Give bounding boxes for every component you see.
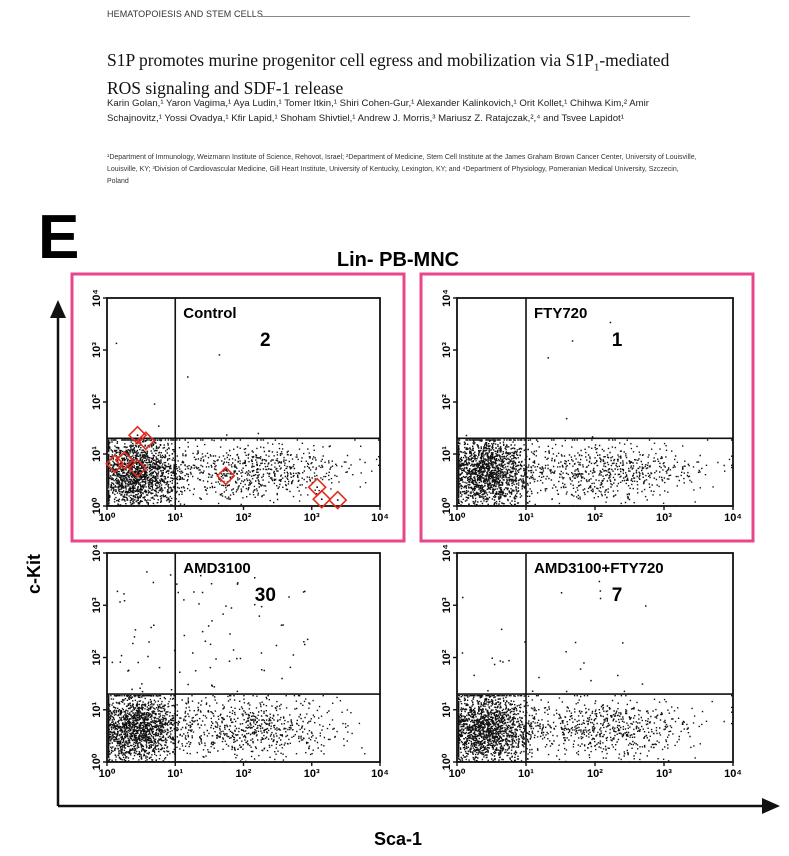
highlighted-event-dot — [137, 434, 139, 436]
y-tick-label: 10⁴ — [441, 289, 453, 307]
title-subscript: 1 — [593, 61, 600, 74]
x-tick-label: 10³ — [656, 512, 672, 524]
y-tick-label: 10² — [91, 649, 103, 666]
y-axis-arrow — [50, 300, 66, 318]
x-tick-label: 10³ — [303, 512, 320, 524]
x-tick-label: 10¹ — [167, 768, 184, 780]
panel-label: Control — [183, 305, 237, 322]
x-tick-label: 10¹ — [167, 512, 184, 524]
y-tick-label: 10² — [441, 394, 453, 410]
y-tick-label: 10¹ — [91, 701, 103, 718]
flow-plot-control — [91, 289, 389, 524]
y-tick-label: 10⁰ — [91, 497, 103, 515]
panel-label: AMD3100+FTY720 — [534, 560, 664, 577]
y-tick-label: 10⁴ — [91, 289, 103, 307]
x-tick-label: 10² — [587, 512, 603, 524]
event-dots — [108, 571, 366, 762]
x-tick-label: 10⁴ — [724, 512, 742, 524]
highlighted-event-dot — [124, 460, 126, 462]
x-tick-label: 10¹ — [518, 512, 534, 524]
x-tick-label: 10² — [235, 512, 252, 524]
y-axis-label: c-Kit — [24, 554, 44, 594]
y-tick-label: 10⁰ — [91, 753, 103, 771]
affiliations: ¹Department of Immunology, Weizmann Institute of Science, Rehovot, Israel; ²Department of Medicine, Stem Cell Institute at the James Graham Brown Cancer Center, University of Louisville, Louisville, KY; ³Division of Cardiovascular Medicine, Gill Heart Institute, University of Kentucky, Lexington, KY; and ⁴Department of Physiology, Pomeranian Medical University, Szczecin, Poland — [107, 154, 697, 185]
highlighted-event-dot — [114, 463, 116, 465]
figure-panel-e — [0, 198, 789, 856]
x-axis-arrow — [762, 798, 780, 814]
quadrant-value: 2 — [260, 330, 271, 351]
y-tick-label: 10³ — [91, 597, 103, 614]
highlighted-event-dot — [225, 475, 227, 477]
x-tick-label: 10⁴ — [724, 768, 742, 780]
y-tick-label: 10² — [91, 394, 103, 410]
figure-title: Lin- PB-MNC — [336, 249, 460, 271]
x-tick-label: 10² — [235, 768, 252, 780]
x-tick-label: 10⁰ — [448, 768, 466, 780]
x-tick-label: 10² — [587, 768, 603, 780]
highlighted-event-dot — [145, 440, 147, 442]
article-title — [107, 50, 707, 98]
section-rule — [258, 16, 690, 17]
section-label: HEMATOPOIESIS AND STEM CELLS — [107, 9, 264, 19]
y-tick-label: 10¹ — [91, 446, 103, 462]
event-dots — [458, 322, 732, 507]
highlighted-event-dot — [316, 486, 318, 488]
panel-letter: E — [38, 203, 80, 272]
highlighted-event-dot — [321, 498, 323, 500]
x-tick-label: 10³ — [303, 768, 320, 780]
x-tick-label: 10³ — [656, 768, 672, 780]
x-tick-label: 10⁰ — [448, 512, 466, 524]
panel-label: FTY720 — [534, 305, 588, 322]
y-tick-label: 10¹ — [441, 446, 453, 462]
y-tick-label: 10⁰ — [441, 753, 453, 771]
title-part-2: -mediated ROS signaling and SDF-1 release — [107, 50, 670, 98]
x-tick-label: 10⁴ — [371, 512, 389, 524]
y-tick-label: 10⁴ — [91, 544, 103, 562]
flow-plot-amd3100 — [91, 544, 389, 780]
y-tick-label: 10¹ — [441, 701, 453, 718]
flow-plot-fty720 — [441, 289, 742, 524]
highlighted-event-dot — [337, 499, 339, 501]
panel-label: AMD3100 — [183, 560, 251, 577]
y-tick-label: 10³ — [441, 342, 453, 358]
y-tick-label: 10⁰ — [441, 497, 453, 515]
quadrant-value: 30 — [254, 585, 276, 606]
title-part-1: S1P promotes murine progenitor cell egress and mobilization via S1P — [107, 50, 594, 70]
highlight-box-control — [72, 274, 404, 541]
flow-plot-amd3100-fty720 — [441, 544, 742, 780]
quadrant-value: 7 — [611, 585, 623, 606]
event-dots — [458, 581, 732, 763]
y-tick-label: 10³ — [91, 342, 103, 358]
x-axis-label: Sca-1 — [373, 829, 423, 849]
x-tick-label: 10¹ — [518, 768, 534, 780]
y-tick-label: 10³ — [441, 597, 453, 614]
x-tick-label: 10⁴ — [371, 768, 389, 780]
y-tick-label: 10⁴ — [441, 544, 453, 562]
author-list: Karin Golan,¹ Yaron Vagima,¹ Aya Ludin,¹ Tomer Itkin,¹ Shiri Cohen-Gur,¹ Alexander Kalinkovich,¹ Orit Kollet,¹ Chihwa Kim,² Amir Schajnovitz,¹ Yossi Ovadya,¹ Kfir Lapid,¹ Shoham Shivtiel,¹ Andrew J. Morris,³ Mariusz Z. Ratajczak,²,⁴ and Tsvee Lapidot¹ — [107, 98, 649, 124]
x-tick-label: 10⁰ — [98, 512, 116, 524]
plot-frame — [107, 298, 380, 506]
highlighted-event-dot — [137, 468, 139, 470]
quadrant-value: 1 — [611, 330, 623, 351]
event-dots — [108, 343, 379, 507]
plot-frame — [457, 553, 733, 762]
x-tick-label: 10⁰ — [98, 768, 116, 780]
y-tick-label: 10² — [441, 649, 453, 666]
